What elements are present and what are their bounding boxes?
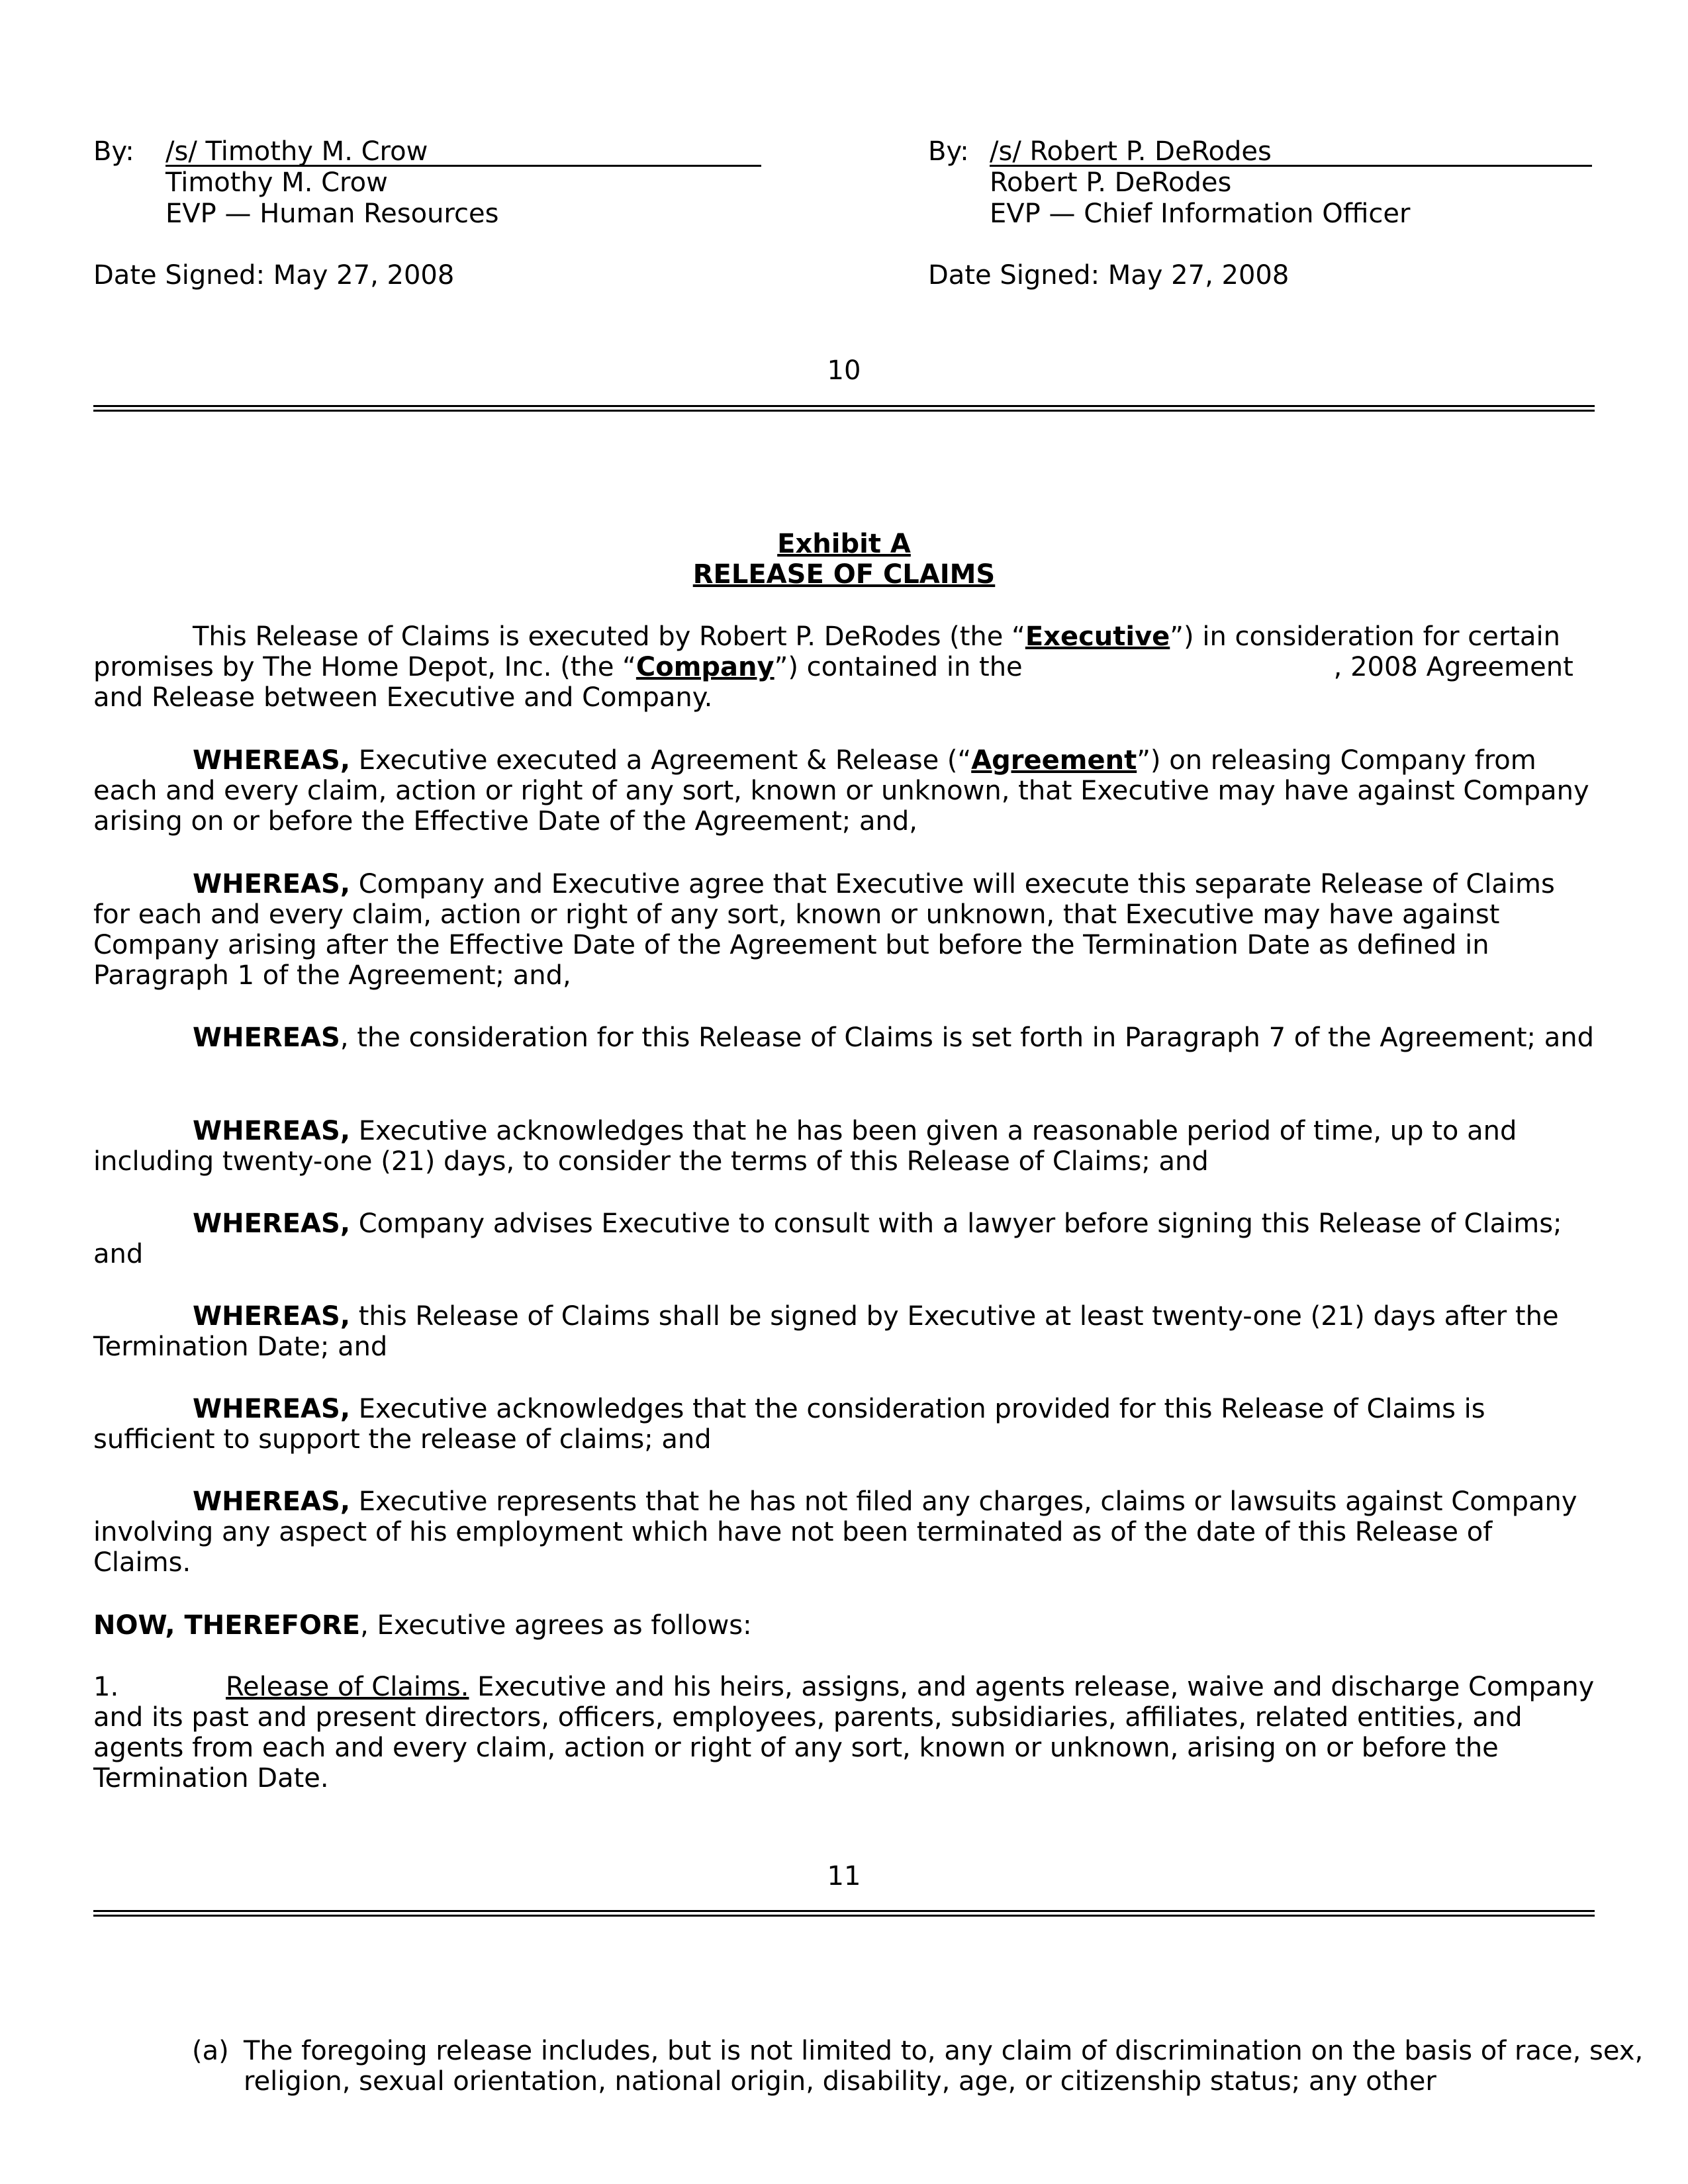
- signer-name-right: Robert P. DeRodes: [990, 167, 1232, 198]
- subsection-label: (a): [192, 2036, 229, 2066]
- recital-6: [93, 1301, 1596, 1362]
- recital-7: [93, 1394, 1596, 1455]
- section-text: Executive and his heirs, assigns, and agents release, waive and discharge Company and its past and present directors, officers, employees, parents, subsidiaries, affiliates, related entities, and agents from each and every claim, action or right of any sort, known or unknown, arising on or before the Termination Date.: [93, 1672, 1595, 1794]
- whereas-label: WHEREAS,: [193, 1116, 351, 1146]
- recital-2: [93, 869, 1596, 991]
- page-break-rule: [93, 1910, 1595, 1917]
- recital-3: [93, 1023, 1596, 1053]
- intro-text-1: This Release of Claims is executed by Robert P. DeRodes (the “: [193, 621, 1025, 652]
- release-title: RELEASE OF CLAIMS: [692, 559, 996, 590]
- whereas-label: WHEREAS,: [193, 745, 351, 776]
- signer-title-right: EVP — Chief Information Officer: [990, 199, 1411, 229]
- section-1: [93, 1672, 1596, 1794]
- recital-8: [93, 1486, 1596, 1578]
- exhibit-heading: [0, 529, 1688, 559]
- whereas-label: WHEREAS,: [193, 1486, 351, 1517]
- recital-text: ”) on releasing Company from each and every claim, action or right of any sort, known or unknown, that Executive may have against Company arising on or before the Effective Date of the Agreement; and,: [93, 745, 1589, 837]
- whereas-label: WHEREAS,: [193, 1208, 351, 1239]
- now-therefore-text: , Executive agrees as follows:: [360, 1610, 752, 1641]
- recital-5: [93, 1208, 1596, 1269]
- recital-1: [93, 745, 1596, 837]
- defined-term-executive: Executive: [1025, 621, 1170, 652]
- subsection-a: [192, 2036, 1647, 2097]
- signature-left: /s/ Timothy M. Crow: [165, 136, 428, 167]
- signature-right: /s/ Robert P. DeRodes: [990, 136, 1272, 167]
- exhibit-title: [0, 559, 1688, 590]
- recital-text: , the consideration for this Release of Claims is set forth in Paragraph 7 of the Agreement; and: [340, 1023, 1594, 1053]
- by-label-right: By:: [928, 136, 969, 167]
- recital-text: Company advises Executive to consult with a lawyer before signing this Release of Claims; and: [93, 1208, 1562, 1269]
- defined-term-agreement: Agreement: [971, 745, 1137, 776]
- intro-text-4: , 2008 Agreement and Release between Executive and Company.: [93, 652, 1573, 713]
- page-number: 10: [827, 355, 861, 386]
- defined-term-company: Company: [635, 652, 774, 682]
- intro-paragraph: [93, 621, 1596, 713]
- whereas-label: WHEREAS,: [193, 869, 351, 899]
- whereas-label: WHEREAS: [193, 1023, 340, 1053]
- signer-name-left: Timothy M. Crow: [165, 167, 388, 198]
- whereas-label: WHEREAS,: [193, 1301, 351, 1332]
- recital-text: Executive executed a Agreement & Release (“: [350, 745, 972, 776]
- now-therefore: [93, 1610, 1596, 1641]
- section-number: 1.: [93, 1672, 119, 1702]
- signature-line-left: [165, 165, 761, 167]
- recital-text: Company and Executive agree that Executive will execute this separate Release of Claims for each and every claim, action or right of any sort, known or unknown, that Executive may have against Company arising after the Effective Date of the Agreement but before the Termination Date as defined in Paragraph 1 of the Agreement; and,: [93, 869, 1555, 991]
- signature-line-right: [990, 165, 1592, 167]
- recital-text: this Release of Claims shall be signed by Executive at least twenty-one (21) days after the Termination Date; and: [93, 1301, 1559, 1362]
- recital-4: [93, 1116, 1596, 1177]
- exhibit-label: Exhibit A: [777, 529, 911, 559]
- page-number: 11: [827, 1861, 861, 1891]
- signer-title-left: EVP — Human Resources: [165, 199, 499, 229]
- recital-text: Executive represents that he has not filed any charges, claims or lawsuits against Company involving any aspect of his employment which have not been terminated as of the date of this Release of Claims.: [93, 1486, 1577, 1578]
- section-heading: Release of Claims.: [226, 1672, 469, 1702]
- intro-text-2: ”) in consideration for certain promises by The Home Depot, Inc. (the “: [93, 621, 1561, 682]
- date-signed-right: Date Signed: May 27, 2008: [928, 260, 1289, 291]
- recital-text: Executive acknowledges that the consideration provided for this Release of Claims is sufficient to support the release of claims; and: [93, 1394, 1485, 1455]
- page-break-rule: [93, 405, 1595, 412]
- by-label-left: By:: [93, 136, 134, 167]
- whereas-label: WHEREAS,: [193, 1394, 351, 1424]
- date-signed-left: Date Signed: May 27, 2008: [93, 260, 455, 291]
- subsection-text: The foregoing release includes, but is not limited to, any claim of discrimination on the basis of race, sex, religion, sexual orientation, national origin, disability, age, or citizenship status; any other: [244, 2036, 1644, 2097]
- recital-text: Executive acknowledges that he has been given a reasonable period of time, up to and including twenty-one (21) days, to consider the terms of this Release of Claims; and: [93, 1116, 1517, 1177]
- now-therefore-label: NOW, THEREFORE: [93, 1610, 361, 1641]
- intro-text-3: ”) contained in the: [774, 652, 1023, 682]
